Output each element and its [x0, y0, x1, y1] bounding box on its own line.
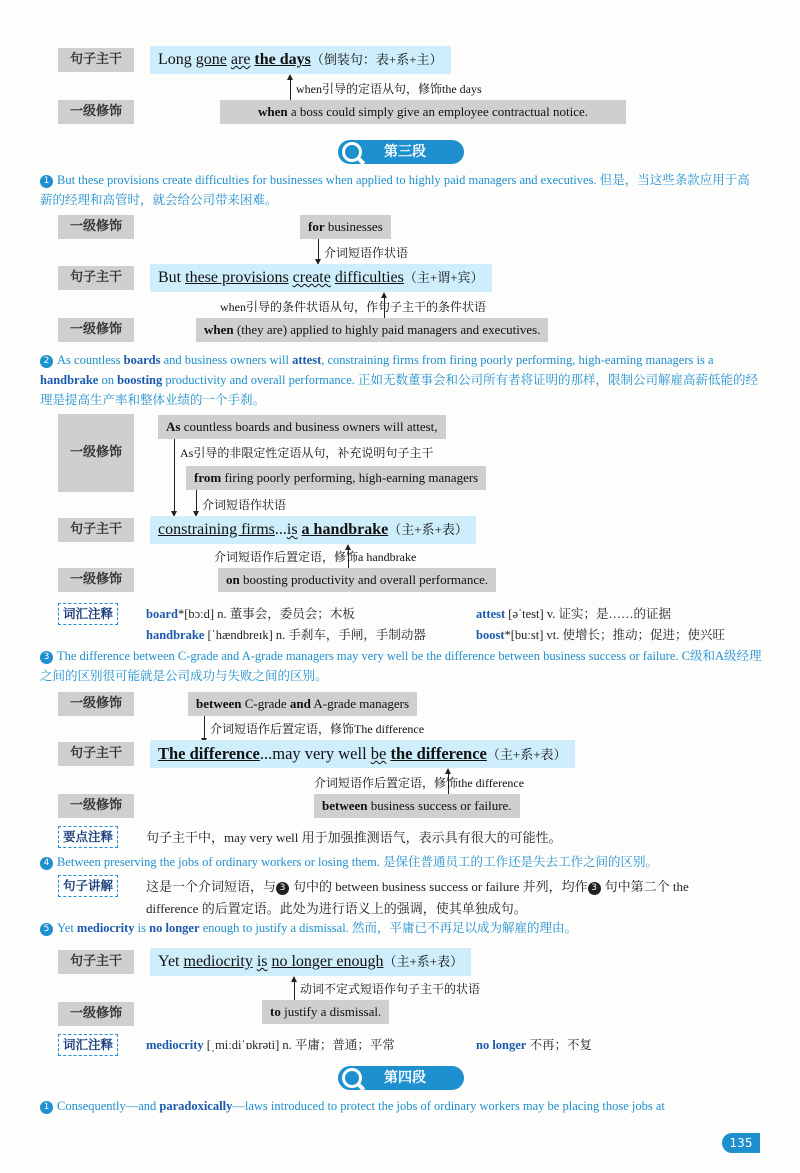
label-main: 句子主干 [58, 48, 134, 72]
text: countless boards and business owners will attest, [180, 419, 438, 434]
modifier [158, 415, 446, 439]
modifier [218, 568, 496, 592]
text: As countless [57, 353, 124, 367]
definition: v. 证实；是……的证据 [546, 607, 672, 621]
label-main: 句子主干 [58, 266, 134, 290]
sentence-number: 3 [276, 882, 289, 895]
text: is [134, 921, 150, 935]
text: businesses [324, 219, 383, 234]
text: 这是一个介词短语，与 [146, 879, 277, 894]
modifier [196, 318, 548, 342]
label-mod: 一级修饰 [58, 1002, 134, 1026]
structure-note: （主+系+表） [486, 747, 567, 762]
arrow-down [174, 439, 175, 515]
modifier [300, 215, 391, 239]
definition: 不再；不复 [529, 1038, 592, 1052]
text: create [292, 269, 331, 286]
grammar-note: 介词短语作后置定语，修饰The difference [210, 722, 425, 736]
keyword: paradoxically [159, 1099, 233, 1113]
keyword: attest [292, 353, 322, 367]
text: ... [274, 521, 287, 538]
text: justify a dismissal. [280, 1004, 382, 1019]
structure-note: （主+系+表） [388, 522, 468, 537]
label-vocab: 词汇注释 [58, 1034, 118, 1056]
paragraph-3 [40, 646, 762, 686]
section-title: 第三段 [384, 144, 426, 160]
sentence-number: 3 [40, 651, 53, 664]
label-mod: 一级修饰 [58, 794, 134, 818]
grammar-note: 介词短语作状语 [324, 246, 409, 260]
label-main: 句子主干 [58, 950, 134, 974]
vocab-word: mediocrity [146, 1038, 204, 1052]
modifier [314, 794, 520, 818]
keyword: no longer [149, 921, 200, 935]
chinese-text: 但是，当这些条款应用于高薪的经理和高管时，就会给公司带来困难。 [40, 173, 750, 207]
vocab-entry [476, 625, 725, 643]
vocab-entry [476, 604, 671, 622]
magnifier-icon [342, 1068, 362, 1088]
arrow-down [196, 490, 197, 515]
text: enough to justify a dismissal. [199, 921, 349, 935]
text: firing poorly performing, high-earning managers [221, 470, 479, 485]
text: , constraining firms from firing poorly performing, high-earning managers is a [321, 353, 714, 367]
main-clause [150, 264, 492, 292]
text: As [166, 419, 181, 434]
label-main: 句子主干 [58, 742, 134, 766]
explain-line-2: difference 的后置定语。此处为进行语义上的强调，使其单独成句。 [146, 901, 527, 916]
arrow-down [204, 716, 205, 742]
phonetic: [əˈtest] [508, 607, 544, 621]
main-clause [150, 948, 471, 976]
label-explain: 句子讲解 [58, 875, 118, 897]
label-mod: 一级修饰 [58, 568, 134, 592]
modifier: when a boss could simply give an employee contractual notice. [220, 100, 626, 124]
grammar-note: As引导的非限定性定语从句，补充说明句子主干 [180, 446, 434, 460]
text: A-grade managers [310, 696, 410, 711]
vocab-entry [146, 604, 355, 622]
text: —laws introduced to protect the jobs of ordinary workers may be placing those jobs at [232, 1099, 665, 1113]
vocab-entry [146, 1035, 395, 1053]
vocab-word: no longer [476, 1038, 527, 1052]
text: Consequently—and [57, 1099, 160, 1113]
text: 句中第二个 the [604, 879, 689, 894]
sentence-number: 1 [40, 1101, 53, 1114]
text: between [196, 696, 242, 711]
arrow-up [294, 978, 295, 1000]
keyword: handbrake [40, 373, 99, 387]
definition: n. 董事会，委员会；木板 [217, 607, 355, 621]
text: when [258, 104, 288, 119]
text: to [270, 1004, 281, 1019]
english-text: But these provisions create difficulties for businesses when applied to highly paid managers and executives. [57, 173, 597, 187]
english-text: The difference between C-grade and A-grade managers may very well be the difference between business success or failure. [57, 649, 679, 663]
arrow-up [290, 76, 291, 100]
text: is [256, 953, 268, 970]
phonetic: [ˈhændbreɪk] [207, 628, 273, 642]
phonetic: [ˌmiːdiˈɒkrəti] [206, 1038, 280, 1052]
text: a handbrake [301, 521, 389, 538]
vocab-word: boost [476, 628, 505, 642]
text: productivity and overall performance. [162, 373, 355, 387]
grammar-note: 动词不定式短语作句子主干的状语 [300, 982, 481, 996]
grammar-note: when引导的定语从句，修饰the days [296, 82, 482, 96]
text: and [289, 696, 311, 711]
phonetic: *[buːst] [504, 628, 544, 642]
keyword: boards [123, 353, 161, 367]
label-mod: 一级修饰 [58, 414, 134, 492]
chinese-text: C级和A级经理之间的区别很可能就是公司成功与失败之间的区别。 [40, 649, 762, 683]
text: difficulties [334, 269, 404, 286]
key-note-text: 句子主干中，may very well 用于加强推测语气，表示具有很大的可能性。 [146, 830, 562, 845]
text: Yet [57, 921, 77, 935]
text: the days [254, 51, 311, 68]
label-mod: 一级修饰 [58, 318, 134, 342]
text: mediocrity [183, 953, 253, 970]
text: on [98, 373, 118, 387]
text: for [308, 219, 325, 234]
text: no longer enough [271, 953, 384, 970]
vocab-entry [476, 1035, 592, 1053]
modifier [188, 692, 417, 716]
grammar-note: 介词短语作后置定语，修饰the difference [314, 776, 525, 790]
text: Long [158, 51, 196, 68]
text: 句中的 between business success or failure 并列，均作 [293, 879, 588, 894]
structure-note: （主+谓+宾） [403, 270, 484, 285]
paragraph-4 [40, 852, 762, 872]
modifier [262, 1000, 389, 1024]
text: Yet [158, 953, 184, 970]
main-clause [150, 516, 476, 544]
text: from [194, 470, 222, 485]
chinese-text: 是保住普通员工的工作还是失去工作之间的区别。 [382, 855, 658, 869]
explain-line-1 [146, 876, 689, 895]
label-mod: 一级修饰 [58, 692, 134, 716]
definition: n. 手刹车，手闸，手制动器 [275, 628, 426, 642]
modifier [186, 466, 486, 490]
keyword: mediocrity [76, 921, 135, 935]
english-text: Between preserving the jobs of ordinary workers or losing them. [57, 855, 380, 869]
sentence-number: 3 [588, 882, 601, 895]
definition: vt. 使增长；推动；促进；使兴旺 [546, 628, 725, 642]
paragraph-5 [40, 918, 762, 938]
vocab-word: handbrake [146, 628, 205, 642]
section-header [338, 1066, 464, 1090]
structure-note: （倒装句：表+系+主） [310, 52, 443, 67]
paragraph-1 [40, 170, 762, 210]
sentence-number: 2 [40, 355, 53, 368]
text: boosting productivity and overall performance. [239, 572, 489, 587]
grammar-note: when引导的条件状语从句，作句子主干的条件状语 [220, 300, 486, 314]
text: between [322, 798, 368, 813]
text: gone [195, 51, 227, 68]
sentence-number: 4 [40, 857, 53, 870]
label-mod: 一级修饰 [58, 215, 134, 239]
chinese-text: 正如无数董事会和公司所有者将证明的那样，限制公司解雇高薪低能的经理是提高生产率和整体业绩的一个手刹。 [40, 373, 759, 407]
text: business success or failure. [367, 798, 512, 813]
page-number: 135 [722, 1133, 760, 1153]
vocab-entry [146, 625, 426, 643]
text: (they are) applied to highly paid managers and executives. [233, 322, 541, 337]
vocab-word: board [146, 607, 178, 621]
label-main: 句子主干 [58, 518, 134, 542]
text: The difference [158, 744, 260, 763]
text: are [230, 51, 251, 68]
sentence-number: 1 [40, 175, 53, 188]
text: But [158, 269, 186, 286]
chinese-text: 然而，平庸已不再足以成为解雇的理由。 [351, 921, 577, 935]
text: the difference [390, 744, 487, 763]
definition: n. 平庸；普通；平常 [282, 1038, 395, 1052]
text: and business owners will [160, 353, 293, 367]
main-clause [150, 740, 575, 768]
phonetic: *[bɔːd] [177, 607, 215, 621]
text: is [286, 521, 298, 538]
text: C-grade [241, 696, 290, 711]
section-header [338, 140, 464, 164]
label-vocab: 词汇注释 [58, 603, 118, 625]
text: ...may very well [259, 744, 371, 763]
structure-note: （主+系+表） [383, 954, 464, 969]
text: these provisions [185, 269, 289, 286]
arrow-down [318, 239, 319, 263]
section-title: 第四段 [384, 1070, 426, 1086]
main-clause [150, 46, 451, 74]
label-key-note: 要点注释 [58, 826, 118, 848]
text: constraining firms [158, 521, 275, 538]
text: when [204, 322, 234, 337]
text: be [370, 744, 387, 763]
vocab-word: attest [476, 607, 506, 621]
grammar-note: 介词短语作后置定语，修饰a handbrake [214, 550, 417, 564]
magnifier-icon [342, 142, 362, 162]
text: on [226, 572, 240, 587]
grammar-note: 介词短语作状语 [202, 498, 287, 512]
paragraph-6 [40, 1096, 762, 1116]
label-mod: 一级修饰 [58, 100, 134, 124]
paragraph-2 [40, 350, 762, 410]
sentence-number: 5 [40, 923, 53, 936]
keyword: boosting [117, 373, 163, 387]
